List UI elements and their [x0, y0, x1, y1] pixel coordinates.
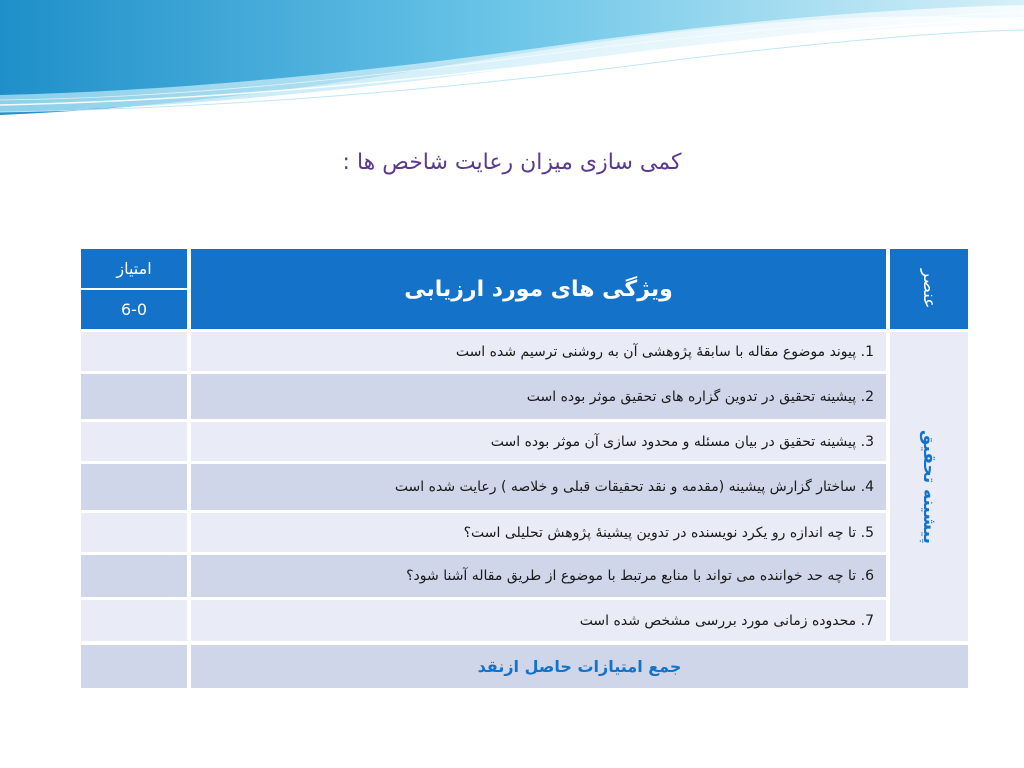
- table-row-6-text: [191, 555, 886, 597]
- header-features-label: ویژگی های مورد ارزیابی: [404, 276, 673, 302]
- table-row-7-score[interactable]: [81, 600, 187, 641]
- row-text: تا چه حد خواننده می تواند با منابع مرتبط با موضوع از طریق مقاله آشنا شود؟: [406, 568, 857, 584]
- table-row-2-score[interactable]: [81, 374, 187, 419]
- table-row-2-text: [191, 374, 886, 419]
- table-row-7-text: [191, 600, 886, 641]
- header-score-range: 6-0: [120, 300, 148, 319]
- row-number: 2.: [860, 388, 874, 405]
- row-number: 3.: [860, 433, 874, 450]
- table-row-6-score[interactable]: [81, 555, 187, 597]
- footer-total-score[interactable]: [81, 645, 187, 688]
- table-row-5-score[interactable]: [81, 513, 187, 552]
- row-number: 5.: [860, 524, 874, 541]
- category-label: پیشینه تحقیق: [919, 429, 939, 544]
- row-text: پیشینه تحقیق در تدوین گزاره های تحقیق موثر بوده است: [526, 388, 857, 405]
- slide-title: کمی سازی میزان رعایت شاخص ها :: [342, 150, 682, 175]
- row-number: 4.: [860, 479, 874, 495]
- header-features-cell: [191, 249, 886, 329]
- header-element-cell: [890, 249, 968, 329]
- header-score-cell: [81, 249, 187, 289]
- table-row-3-text: [191, 422, 886, 461]
- header-score-range-cell: [81, 290, 187, 329]
- table-row-5-text: [191, 513, 886, 552]
- table-row-1-score[interactable]: [81, 332, 187, 371]
- row-text: محدوده زمانی مورد بررسی مشخص شده است: [579, 612, 857, 629]
- row-text: پیوند موضوع مقاله با سابقۀ پژوهشی آن به روشنی ترسیم شده است: [455, 343, 857, 360]
- footer-total-label: جمع امتیازات حاصل ازنقد: [477, 657, 682, 676]
- header-element-label: عنصر: [919, 269, 939, 309]
- row-number: 6.: [860, 568, 874, 584]
- decorative-wave-header: [0, 0, 1024, 130]
- category-cell: [890, 332, 968, 641]
- header-score-label: امتیاز: [116, 259, 152, 278]
- table-row-4-text: [191, 464, 886, 510]
- row-text: ساختار گزارش پیشینه (مقدمه و نقد تحقیقات قبلی و خلاصه ) رعایت شده است: [394, 479, 857, 495]
- table-row-4-score[interactable]: [81, 464, 187, 510]
- row-text: تا چه اندازه رو یکرد نویسنده در تدوین پیشینۀ پژوهش تحلیلی است؟: [463, 524, 857, 541]
- table-row-3-score[interactable]: [81, 422, 187, 461]
- row-text: پیشینه تحقیق در بیان مسئله و محدود سازی آن موثر بوده است: [490, 433, 857, 450]
- table-row-1-text: [191, 332, 886, 371]
- footer-total-cell: [191, 645, 968, 688]
- row-number: 1.: [860, 343, 874, 360]
- row-number: 7.: [860, 612, 874, 629]
